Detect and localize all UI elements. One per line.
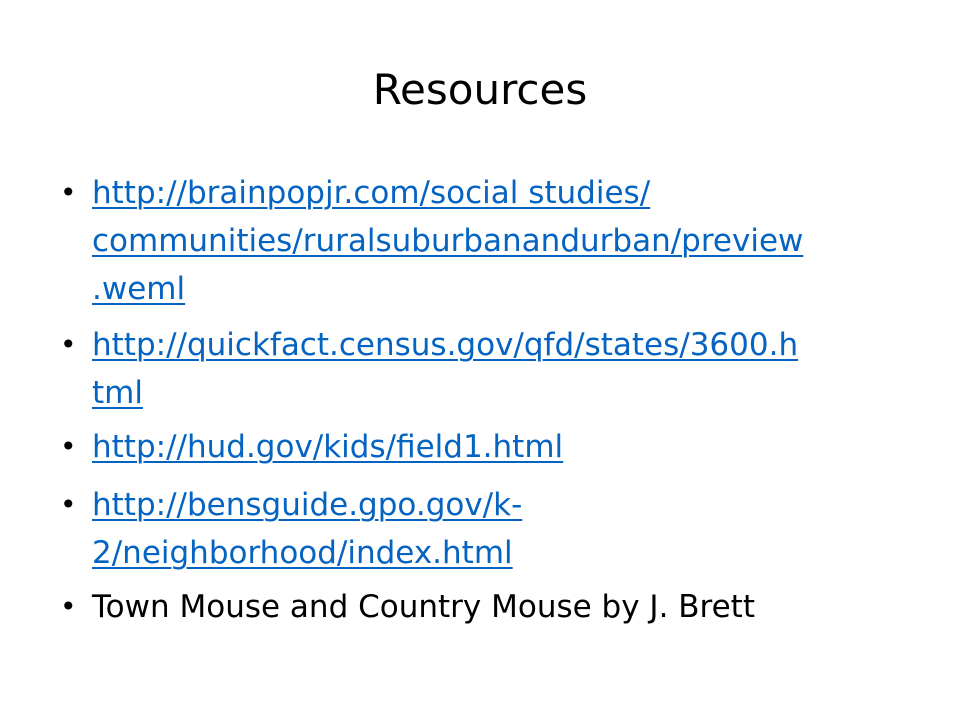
link-line: http://bensguide.gpo.gov/k- <box>92 487 523 523</box>
link-line: tml <box>92 375 143 411</box>
bullet-icon: • <box>60 590 77 623</box>
bullet-icon: • <box>60 430 77 463</box>
book-reference: Town Mouse and Country Mouse by J. Brett <box>92 589 755 625</box>
brainpopjr-link[interactable] <box>92 169 803 313</box>
bullet-icon: • <box>60 176 77 209</box>
bullet-icon: • <box>60 488 77 521</box>
link-line: .weml <box>92 271 186 307</box>
bensguide-link[interactable] <box>92 481 522 577</box>
link-line: http://brainpopjr.com/social studies/ <box>92 175 651 211</box>
link-line: 2/neighborhood/index.html <box>92 535 513 571</box>
link-line: http://quickfact.census.gov/qfd/states/3600.h <box>92 327 799 363</box>
link-line: http://hud.gov/kids/field1.html <box>92 429 564 465</box>
hud-link[interactable] <box>92 423 563 471</box>
bullet-icon: • <box>60 328 77 361</box>
slide-title: Resources <box>372 65 588 114</box>
census-link[interactable] <box>92 321 798 417</box>
link-line: communities/ruralsuburbanandurban/preview <box>92 223 804 259</box>
